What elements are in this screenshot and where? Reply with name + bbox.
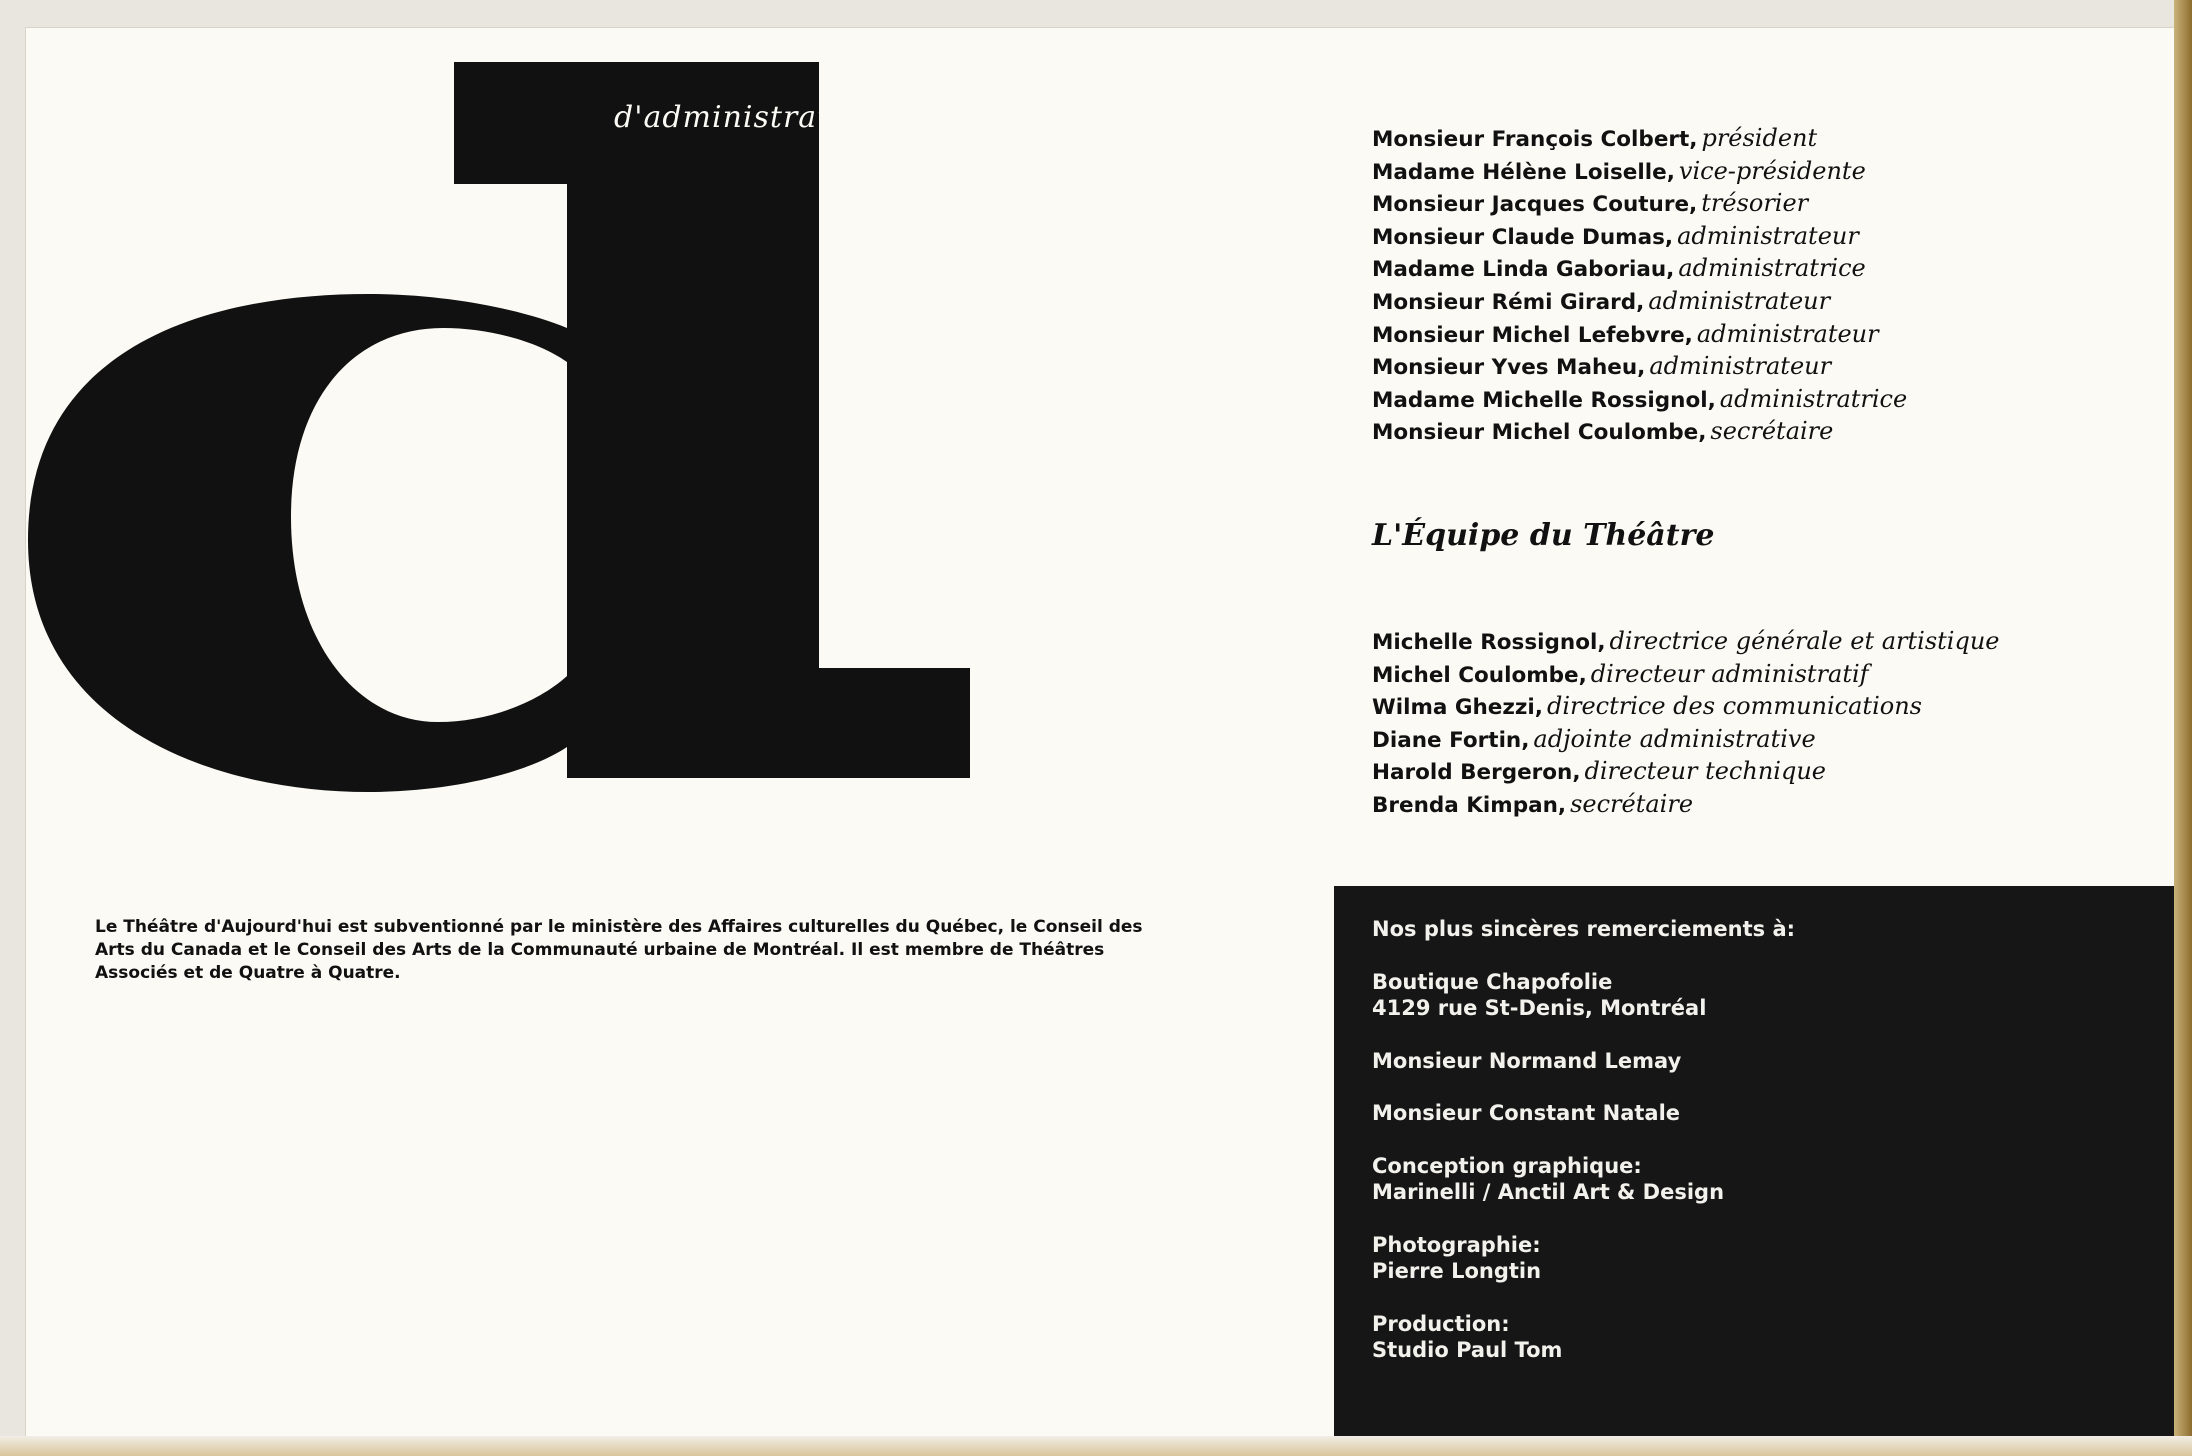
credit-line: Conception graphique:	[1372, 1153, 1642, 1178]
board-member	[1372, 122, 1907, 155]
board-member	[1372, 252, 1907, 285]
board-member	[1372, 285, 1907, 318]
member-name: Brenda Kimpan,	[1372, 792, 1567, 818]
team-member	[1372, 723, 1999, 756]
board-heading-part2: d'administration	[614, 100, 881, 135]
member-role: secrétaire	[1710, 417, 1834, 446]
credit-line: Photographie:	[1372, 1232, 1541, 1257]
member-name: Monsieur Michel Lefebvre,	[1372, 322, 1693, 348]
member-role: administrateur	[1649, 352, 1832, 381]
team-member	[1372, 690, 1999, 723]
member-name: Monsieur François Colbert,	[1372, 127, 1698, 152]
thanks-item	[1372, 1153, 1795, 1206]
thanks-item	[1372, 1048, 1795, 1075]
member-name: Wilma Ghezzi,	[1372, 695, 1543, 721]
credit-line: Pierre Longtin	[1372, 1259, 1542, 1283]
board-member	[1372, 350, 1907, 383]
program-page	[26, 28, 2174, 1436]
board-member	[1372, 383, 1907, 416]
credit-line: Production:	[1372, 1311, 1510, 1336]
credit-line: Monsieur Normand Lemay	[1372, 1048, 1682, 1073]
thanks-item	[1372, 1311, 1795, 1364]
member-name: Diane Fortin,	[1372, 727, 1530, 753]
member-role: président	[1701, 124, 1818, 152]
thanks-item	[1372, 1100, 1795, 1127]
board-member	[1372, 220, 1907, 253]
member-role: administrateur	[1677, 221, 1859, 250]
member-name: Monsieur Yves Maheu,	[1372, 355, 1646, 381]
team-member	[1372, 755, 1999, 788]
team-heading: L'Équipe du Théâtre	[1372, 518, 1715, 553]
member-name: Madame Linda Gaboriau,	[1372, 257, 1675, 283]
board-member	[1372, 187, 1907, 220]
team-member	[1372, 788, 1999, 821]
member-name: Madame Michelle Rossignol,	[1372, 387, 1716, 413]
credit-line: Marinelli / Anctil Art & Design	[1372, 1180, 1725, 1204]
member-role: directrice générale et artistique	[1609, 627, 2000, 655]
member-role: vice-présidente	[1678, 156, 1866, 185]
member-name: Monsieur Rémi Girard,	[1372, 289, 1645, 315]
member-name: Michel Coulombe,	[1372, 662, 1587, 688]
member-name: Monsieur Michel Coulombe,	[1372, 420, 1707, 446]
team-member	[1372, 625, 1999, 658]
member-role: administrateur	[1696, 319, 1879, 348]
team-member	[1372, 658, 1999, 691]
board-list	[1372, 122, 1907, 448]
credit-line: Monsieur Constant Natale	[1372, 1101, 1681, 1125]
team-list	[1372, 625, 1999, 821]
member-role: administrateur	[1648, 286, 1831, 315]
member-role: directeur technique	[1584, 757, 1826, 786]
thanks-item	[1372, 1232, 1795, 1285]
board-member	[1372, 415, 1907, 448]
member-role: administratrice	[1719, 384, 1908, 413]
member-name: Harold Bergeron,	[1372, 760, 1581, 786]
thanks-panel	[1334, 886, 2174, 1436]
board-member	[1372, 155, 1907, 188]
page-edge-right	[2174, 0, 2192, 1456]
board-member	[1372, 318, 1907, 351]
member-role: directeur administratif	[1590, 659, 1869, 688]
thanks-title: Nos plus sincères remerciements à:	[1372, 917, 1796, 941]
member-name: Michelle Rossignol,	[1372, 630, 1606, 655]
credit-line: Studio Paul Tom	[1372, 1338, 1563, 1362]
credit-line: Boutique Chapofolie	[1372, 969, 1613, 994]
page-edge-bottom	[0, 1436, 2192, 1456]
member-name: Monsieur Claude Dumas,	[1372, 224, 1674, 250]
member-role: directrice des communications	[1546, 692, 1922, 721]
member-role: trésorier	[1701, 189, 1809, 218]
subsidy-notice: Le Théâtre d'Aujourd'hui est subventionné par le ministère des Affaires culturelles du Québec, le Conseil des Arts du Canada et le Conseil des Arts de la Communauté urbaine de Montréal. Il est membre de Théâtres Associés et de Quatre à Quatre.	[95, 917, 1143, 983]
member-name: Madame Hélène Loiselle,	[1372, 159, 1675, 185]
member-role: adjointe administrative	[1533, 724, 1816, 753]
member-role: administratrice	[1678, 254, 1866, 283]
thanks-item	[1372, 969, 1795, 1022]
board-heading-part1: Conseil	[486, 100, 617, 136]
thanks-content	[1372, 916, 1795, 1390]
member-role: secrétaire	[1570, 789, 1694, 818]
credit-line: 4129 rue St-Denis, Montréal	[1372, 996, 1707, 1020]
member-name: Monsieur Jacques Couture,	[1372, 192, 1698, 218]
